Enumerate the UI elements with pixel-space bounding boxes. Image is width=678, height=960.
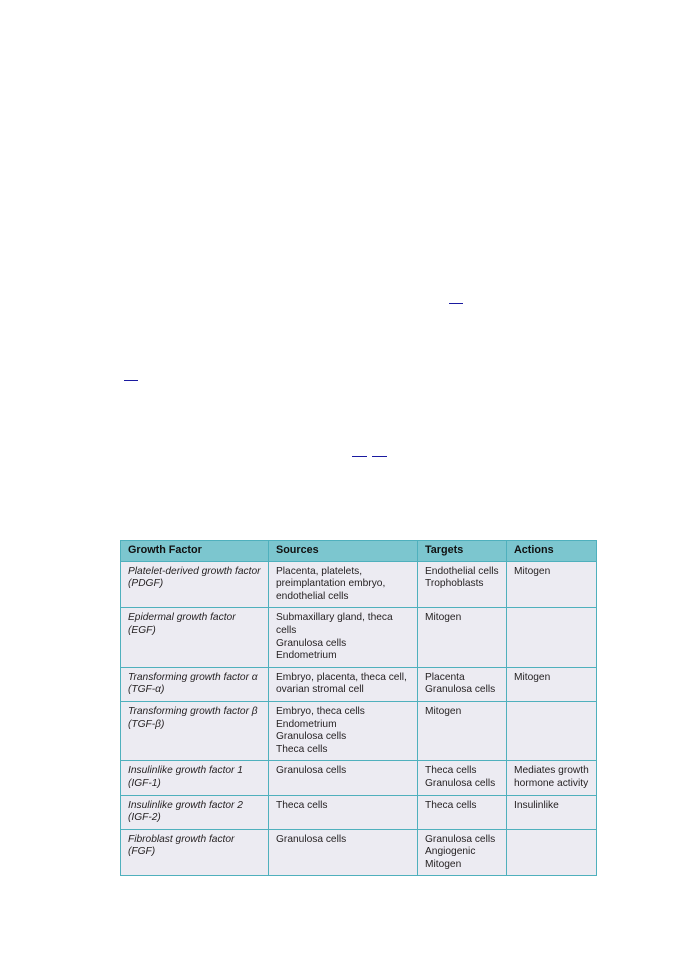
targets-cell: Mitogen: [418, 701, 507, 760]
table-row: [121, 795, 597, 829]
sources-cell: Submaxillary gland, theca cells Granulosa cells Endometrium: [269, 608, 418, 667]
actions-cell: Insulinlike: [507, 795, 597, 829]
targets-cell: Mitogen: [418, 608, 507, 667]
actions-cell: [507, 701, 597, 760]
targets-cell: Theca cells: [418, 795, 507, 829]
table-header-row: [121, 541, 597, 562]
actions-cell: Mitogen: [507, 667, 597, 701]
targets-cell: Granulosa cells Angiogenic Mitogen: [418, 829, 507, 876]
targets-cell: Placenta Granulosa cells: [418, 667, 507, 701]
header-growth-factor: Growth Factor: [121, 541, 269, 562]
sources-cell: Granulosa cells: [269, 829, 418, 876]
factor-cell: Fibroblast growth factor (FGF): [121, 829, 269, 876]
actions-cell: [507, 608, 597, 667]
sources-cell: Placenta, platelets, preimplantation embryo, endothelial cells: [269, 561, 418, 608]
sources-cell: Embryo, theca cells Endometrium Granulosa cells Theca cells: [269, 701, 418, 760]
sources-cell: Granulosa cells: [269, 761, 418, 795]
reference-link-1[interactable]: [449, 303, 463, 304]
actions-cell: [507, 829, 597, 876]
factor-cell: Insulinlike growth factor 1 (IGF-1): [121, 761, 269, 795]
factor-cell: Epidermal growth factor (EGF): [121, 608, 269, 667]
factor-cell: Transforming growth factor β (TGF-β): [121, 701, 269, 760]
table-row: [121, 761, 597, 795]
sources-cell: Theca cells: [269, 795, 418, 829]
table-row: [121, 701, 597, 760]
growth-factor-table: [120, 540, 597, 876]
targets-cell: Endothelial cells Trophoblasts: [418, 561, 507, 608]
header-sources: Sources: [269, 541, 418, 562]
actions-cell: Mediates growth hormone activity: [507, 761, 597, 795]
table-row: [121, 608, 597, 667]
table-row: [121, 829, 597, 876]
sources-cell: Embryo, placenta, theca cell, ovarian stromal cell: [269, 667, 418, 701]
reference-link-3[interactable]: [352, 456, 367, 457]
table-row: [121, 667, 597, 701]
actions-cell: Mitogen: [507, 561, 597, 608]
factor-cell: Insulinlike growth factor 2 (IGF-2): [121, 795, 269, 829]
reference-link-4[interactable]: [372, 456, 387, 457]
table-row: [121, 561, 597, 608]
header-targets: Targets: [418, 541, 507, 562]
reference-link-2[interactable]: [124, 380, 138, 381]
header-actions: Actions: [507, 541, 597, 562]
targets-cell: Theca cells Granulosa cells: [418, 761, 507, 795]
factor-cell: Platelet-derived growth factor (PDGF): [121, 561, 269, 608]
factor-cell: Transforming growth factor α (TGF-α): [121, 667, 269, 701]
